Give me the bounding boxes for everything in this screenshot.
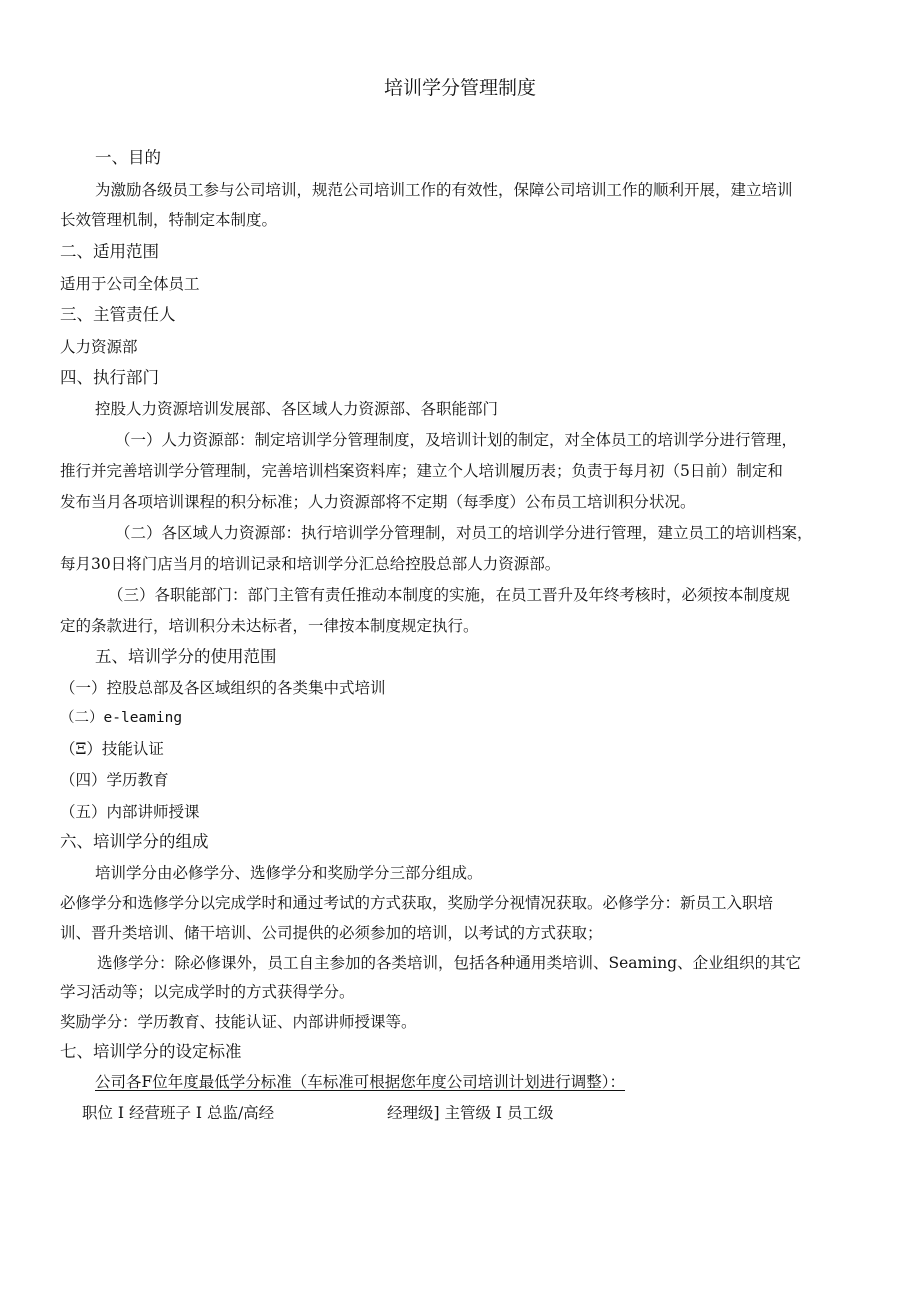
paragraph-line: 培训学分由必修学分、选修学分和奖励学分三部分组成。: [95, 864, 483, 882]
section-heading-departments: 四、执行部门: [60, 368, 159, 387]
list-item: （四）学历教育: [60, 771, 169, 789]
section-heading-composition: 六、培训学分的组成: [60, 832, 209, 851]
list-item: （二）e-leaming: [60, 710, 183, 726]
paragraph-line: 控股人力资源培训发展部、各区域人力资源部、各职能部门: [95, 400, 499, 418]
section-heading-responsible: 三、主管责任人: [60, 305, 176, 324]
page-title: 培训学分管理制度: [383, 77, 536, 99]
section-heading-standard: 七、培训学分的设定标准: [60, 1042, 242, 1061]
paragraph-line: 每月30日将门店当月的培训记录和培训学分汇总给控股总部人力资源部。: [60, 555, 561, 573]
paragraph-line: 为激励各级员工参与公司培训，规范公司培训工作的有效性，保障公司培训工作的顺利开展，建立培训: [95, 181, 793, 199]
paragraph-line: 必修学分和选修学分以完成学时和通过考试的方式获取，奖励学分视情况获取。必修学分：新员工入职培: [60, 894, 774, 912]
list-item: （五）内部讲师授课: [60, 803, 200, 821]
paragraph-line: 训、晋升类培训、储干培训、公司提供的必须参加的培训，以考试的方式获取；: [60, 924, 603, 942]
paragraph-line: （三）各职能部门：部门主管有责任推动本制度的实施，在员工晋升及年终考核时，必须按本制度规: [108, 586, 791, 604]
paragraph-line: （二）各区域人力资源部：执行培训学分管理制，对员工的培训学分进行管理，建立员工的培训档案，: [115, 524, 813, 542]
paragraph-line: 发布当月各项培训课程的积分标准；人力资源部将不定期（每季度）公布员工培训积分状况。: [60, 493, 696, 511]
paragraph-line: 人力资源部: [60, 338, 138, 356]
section-heading-purpose: 一、目的: [95, 148, 161, 167]
paragraph-line: 推行并完善培训学分管理制，完善培训档案资料库；建立个人培训履历表；负责于每月初（5日前）制定和: [60, 462, 783, 480]
paragraph-line: （一）人力资源部：制定培训学分管理制度，及培训计划的制定，对全体员工的培训学分进行管理，: [115, 431, 798, 449]
list-item: （一）控股总部及各区域组织的各类集中式培训: [60, 679, 386, 697]
list-item: （Ξ）技能认证: [60, 740, 164, 758]
paragraph-line: 适用于公司全体员工: [60, 275, 200, 293]
standard-note: 公司各F位年度最低学分标准（车标准可根据您年度公司培训计划进行调整）：: [95, 1073, 626, 1091]
table-header-left: 职位 I 经营班子 I 总监/高经: [82, 1104, 275, 1122]
paragraph-line: 学习活动等；以完成学时的方式获得学分。: [60, 983, 355, 1001]
paragraph-line: 选修学分：除必修课外，员工自主参加的各类培训，包括各种通用类培训、Seaming、企业组织的其它: [97, 954, 802, 972]
section-heading-scope: 二、适用范围: [60, 242, 159, 261]
paragraph-line: 奖励学分：学历教育、技能认证、内部讲师授课等。: [60, 1013, 417, 1031]
table-header-right: 经理级] 主管级 I 员工级: [387, 1104, 554, 1122]
paragraph-line: 定的条款进行，培训积分未达标者，一律按本制度规定执行。: [60, 617, 479, 635]
section-heading-usage: 五、培训学分的使用范围: [95, 647, 277, 666]
paragraph-line: 长效管理机制，特制定本制度。: [60, 211, 278, 229]
